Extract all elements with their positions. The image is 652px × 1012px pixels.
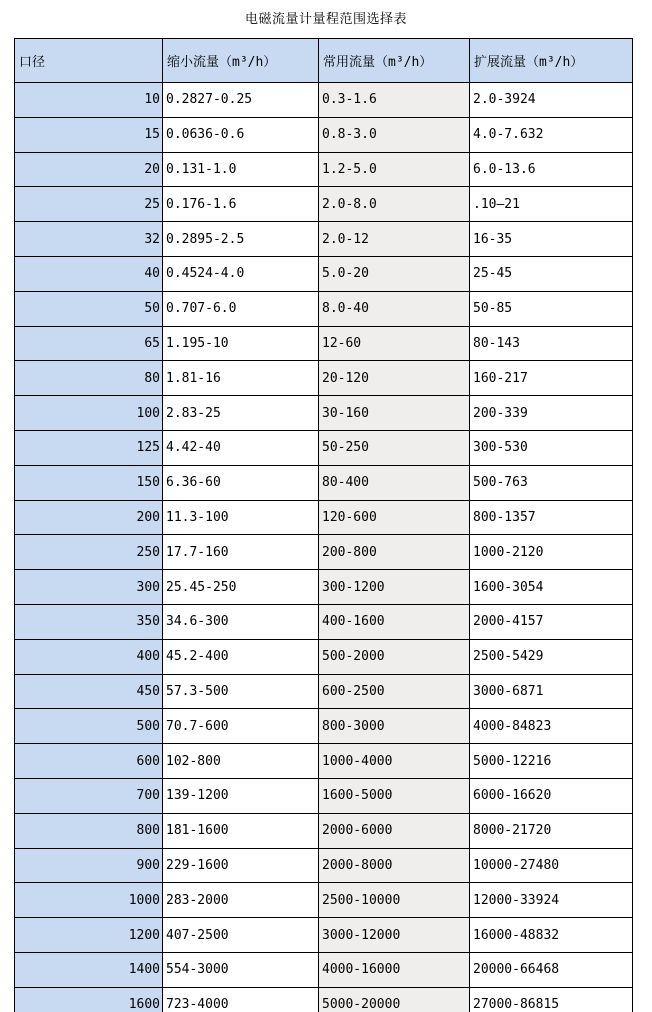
extended-flow-cell: 200-339 xyxy=(470,396,633,431)
table-row xyxy=(15,709,633,744)
table-row xyxy=(15,152,633,187)
common-flow-cell: 2.0-12 xyxy=(319,222,470,257)
table-row xyxy=(15,778,633,813)
reduced-flow-cell: 25.45-250 xyxy=(163,570,319,605)
table-row xyxy=(15,848,633,883)
reduced-flow-cell: 70.7-600 xyxy=(163,709,319,744)
reduced-flow-cell: 0.131-1.0 xyxy=(163,152,319,187)
common-flow-cell: 12-60 xyxy=(319,326,470,361)
table-row xyxy=(15,361,633,396)
table-row xyxy=(15,883,633,918)
reduced-flow-cell: 2.83-25 xyxy=(163,396,319,431)
extended-flow-cell: 1600-3054 xyxy=(470,570,633,605)
table-row xyxy=(15,256,633,291)
diameter-cell: 50 xyxy=(15,291,163,326)
extended-flow-cell: 5000-12216 xyxy=(470,744,633,779)
extended-flow-cell: 500-763 xyxy=(470,465,633,500)
diameter-cell: 40 xyxy=(15,256,163,291)
reduced-flow-cell: 0.2895-2.5 xyxy=(163,222,319,257)
common-flow-cell: 400-1600 xyxy=(319,604,470,639)
diameter-cell: 1600 xyxy=(15,987,163,1012)
diameter-cell: 1000 xyxy=(15,883,163,918)
common-flow-cell: 600-2500 xyxy=(319,674,470,709)
extended-flow-cell: 20000-66468 xyxy=(470,952,633,987)
common-flow-cell: 800-3000 xyxy=(319,709,470,744)
table-row xyxy=(15,674,633,709)
table-row xyxy=(15,535,633,570)
common-flow-cell: 50-250 xyxy=(319,430,470,465)
extended-flow-cell: 6000-16620 xyxy=(470,778,633,813)
diameter-cell: 900 xyxy=(15,848,163,883)
diameter-cell: 150 xyxy=(15,465,163,500)
common-flow-cell: 20-120 xyxy=(319,361,470,396)
reduced-flow-cell: 283-2000 xyxy=(163,883,319,918)
diameter-cell: 600 xyxy=(15,744,163,779)
common-flow-cell: 500-2000 xyxy=(319,639,470,674)
common-flow-cell: 2500-10000 xyxy=(319,883,470,918)
common-flow-cell: 300-1200 xyxy=(319,570,470,605)
reduced-flow-cell: 229-1600 xyxy=(163,848,319,883)
extended-flow-cell: 1000-2120 xyxy=(470,535,633,570)
flow-range-table xyxy=(14,38,633,1012)
reduced-flow-cell: 407-2500 xyxy=(163,918,319,953)
table-row xyxy=(15,604,633,639)
table-body xyxy=(15,83,633,1012)
table-row xyxy=(15,83,633,118)
diameter-cell: 1200 xyxy=(15,918,163,953)
diameter-cell: 10 xyxy=(15,83,163,118)
col-header-common-flow: 常用流量（m³/h） xyxy=(319,39,470,83)
diameter-cell: 80 xyxy=(15,361,163,396)
extended-flow-cell: 160-217 xyxy=(470,361,633,396)
reduced-flow-cell: 11.3-100 xyxy=(163,500,319,535)
table-row xyxy=(15,222,633,257)
common-flow-cell: 2000-8000 xyxy=(319,848,470,883)
common-flow-cell: 1600-5000 xyxy=(319,778,470,813)
extended-flow-cell: 4000-84823 xyxy=(470,709,633,744)
reduced-flow-cell: 1.81-16 xyxy=(163,361,319,396)
common-flow-cell: 1000-4000 xyxy=(319,744,470,779)
header-row xyxy=(15,39,633,83)
table-row xyxy=(15,430,633,465)
diameter-cell: 400 xyxy=(15,639,163,674)
diameter-cell: 450 xyxy=(15,674,163,709)
extended-flow-cell: 80-143 xyxy=(470,326,633,361)
table-row xyxy=(15,952,633,987)
table-row xyxy=(15,500,633,535)
reduced-flow-cell: 0.2827-0.25 xyxy=(163,83,319,118)
table-row xyxy=(15,813,633,848)
extended-flow-cell: 16000-48832 xyxy=(470,918,633,953)
table-row xyxy=(15,117,633,152)
table-row xyxy=(15,396,633,431)
diameter-cell: 125 xyxy=(15,430,163,465)
diameter-cell: 32 xyxy=(15,222,163,257)
common-flow-cell: 30-160 xyxy=(319,396,470,431)
extended-flow-cell: 16-35 xyxy=(470,222,633,257)
common-flow-cell: 120-600 xyxy=(319,500,470,535)
common-flow-cell: 8.0-40 xyxy=(319,291,470,326)
extended-flow-cell: 4.0-7.632 xyxy=(470,117,633,152)
common-flow-cell: 0.3-1.6 xyxy=(319,83,470,118)
reduced-flow-cell: 1.195-10 xyxy=(163,326,319,361)
table-row xyxy=(15,291,633,326)
extended-flow-cell: 50-85 xyxy=(470,291,633,326)
col-header-extended-flow: 扩展流量（m³/h） xyxy=(470,39,633,83)
table-row xyxy=(15,465,633,500)
diameter-cell: 350 xyxy=(15,604,163,639)
col-header-reduced-flow: 缩小流量（m³/h） xyxy=(163,39,319,83)
table-row xyxy=(15,187,633,222)
reduced-flow-cell: 57.3-500 xyxy=(163,674,319,709)
extended-flow-cell: 8000-21720 xyxy=(470,813,633,848)
reduced-flow-cell: 0.0636-0.6 xyxy=(163,117,319,152)
extended-flow-cell: .10—21 xyxy=(470,187,633,222)
diameter-cell: 65 xyxy=(15,326,163,361)
extended-flow-cell: 800-1357 xyxy=(470,500,633,535)
diameter-cell: 250 xyxy=(15,535,163,570)
page-title: 电磁流量计量程范围选择表 xyxy=(244,12,407,27)
col-header-diameter: 口径 xyxy=(15,39,163,83)
extended-flow-cell: 2500-5429 xyxy=(470,639,633,674)
common-flow-cell: 3000-12000 xyxy=(319,918,470,953)
diameter-cell: 300 xyxy=(15,570,163,605)
table-row xyxy=(15,570,633,605)
common-flow-cell: 80-400 xyxy=(319,465,470,500)
diameter-cell: 100 xyxy=(15,396,163,431)
reduced-flow-cell: 0.707-6.0 xyxy=(163,291,319,326)
reduced-flow-cell: 4.42-40 xyxy=(163,430,319,465)
diameter-cell: 1400 xyxy=(15,952,163,987)
reduced-flow-cell: 17.7-160 xyxy=(163,535,319,570)
common-flow-cell: 0.8-3.0 xyxy=(319,117,470,152)
common-flow-cell: 5.0-20 xyxy=(319,256,470,291)
diameter-cell: 25 xyxy=(15,187,163,222)
table-row xyxy=(15,744,633,779)
extended-flow-cell: 27000-86815 xyxy=(470,987,633,1012)
reduced-flow-cell: 6.36-60 xyxy=(163,465,319,500)
diameter-cell: 800 xyxy=(15,813,163,848)
reduced-flow-cell: 0.4524-4.0 xyxy=(163,256,319,291)
diameter-cell: 20 xyxy=(15,152,163,187)
common-flow-cell: 2.0-8.0 xyxy=(319,187,470,222)
reduced-flow-cell: 554-3000 xyxy=(163,952,319,987)
common-flow-cell: 1.2-5.0 xyxy=(319,152,470,187)
common-flow-cell: 2000-6000 xyxy=(319,813,470,848)
reduced-flow-cell: 181-1600 xyxy=(163,813,319,848)
table-row xyxy=(15,326,633,361)
diameter-cell: 500 xyxy=(15,709,163,744)
extended-flow-cell: 300-530 xyxy=(470,430,633,465)
extended-flow-cell: 3000-6871 xyxy=(470,674,633,709)
table-row xyxy=(15,987,633,1012)
reduced-flow-cell: 139-1200 xyxy=(163,778,319,813)
reduced-flow-cell: 34.6-300 xyxy=(163,604,319,639)
diameter-cell: 15 xyxy=(15,117,163,152)
table-row xyxy=(15,639,633,674)
diameter-cell: 200 xyxy=(15,500,163,535)
diameter-cell: 700 xyxy=(15,778,163,813)
extended-flow-cell: 12000-33924 xyxy=(470,883,633,918)
extended-flow-cell: 2000-4157 xyxy=(470,604,633,639)
reduced-flow-cell: 723-4000 xyxy=(163,987,319,1012)
table-row xyxy=(15,918,633,953)
extended-flow-cell: 6.0-13.6 xyxy=(470,152,633,187)
reduced-flow-cell: 0.176-1.6 xyxy=(163,187,319,222)
common-flow-cell: 5000-20000 xyxy=(319,987,470,1012)
reduced-flow-cell: 45.2-400 xyxy=(163,639,319,674)
common-flow-cell: 200-800 xyxy=(319,535,470,570)
common-flow-cell: 4000-16000 xyxy=(319,952,470,987)
extended-flow-cell: 10000-27480 xyxy=(470,848,633,883)
reduced-flow-cell: 102-800 xyxy=(163,744,319,779)
extended-flow-cell: 25-45 xyxy=(470,256,633,291)
extended-flow-cell: 2.0-3924 xyxy=(470,83,633,118)
